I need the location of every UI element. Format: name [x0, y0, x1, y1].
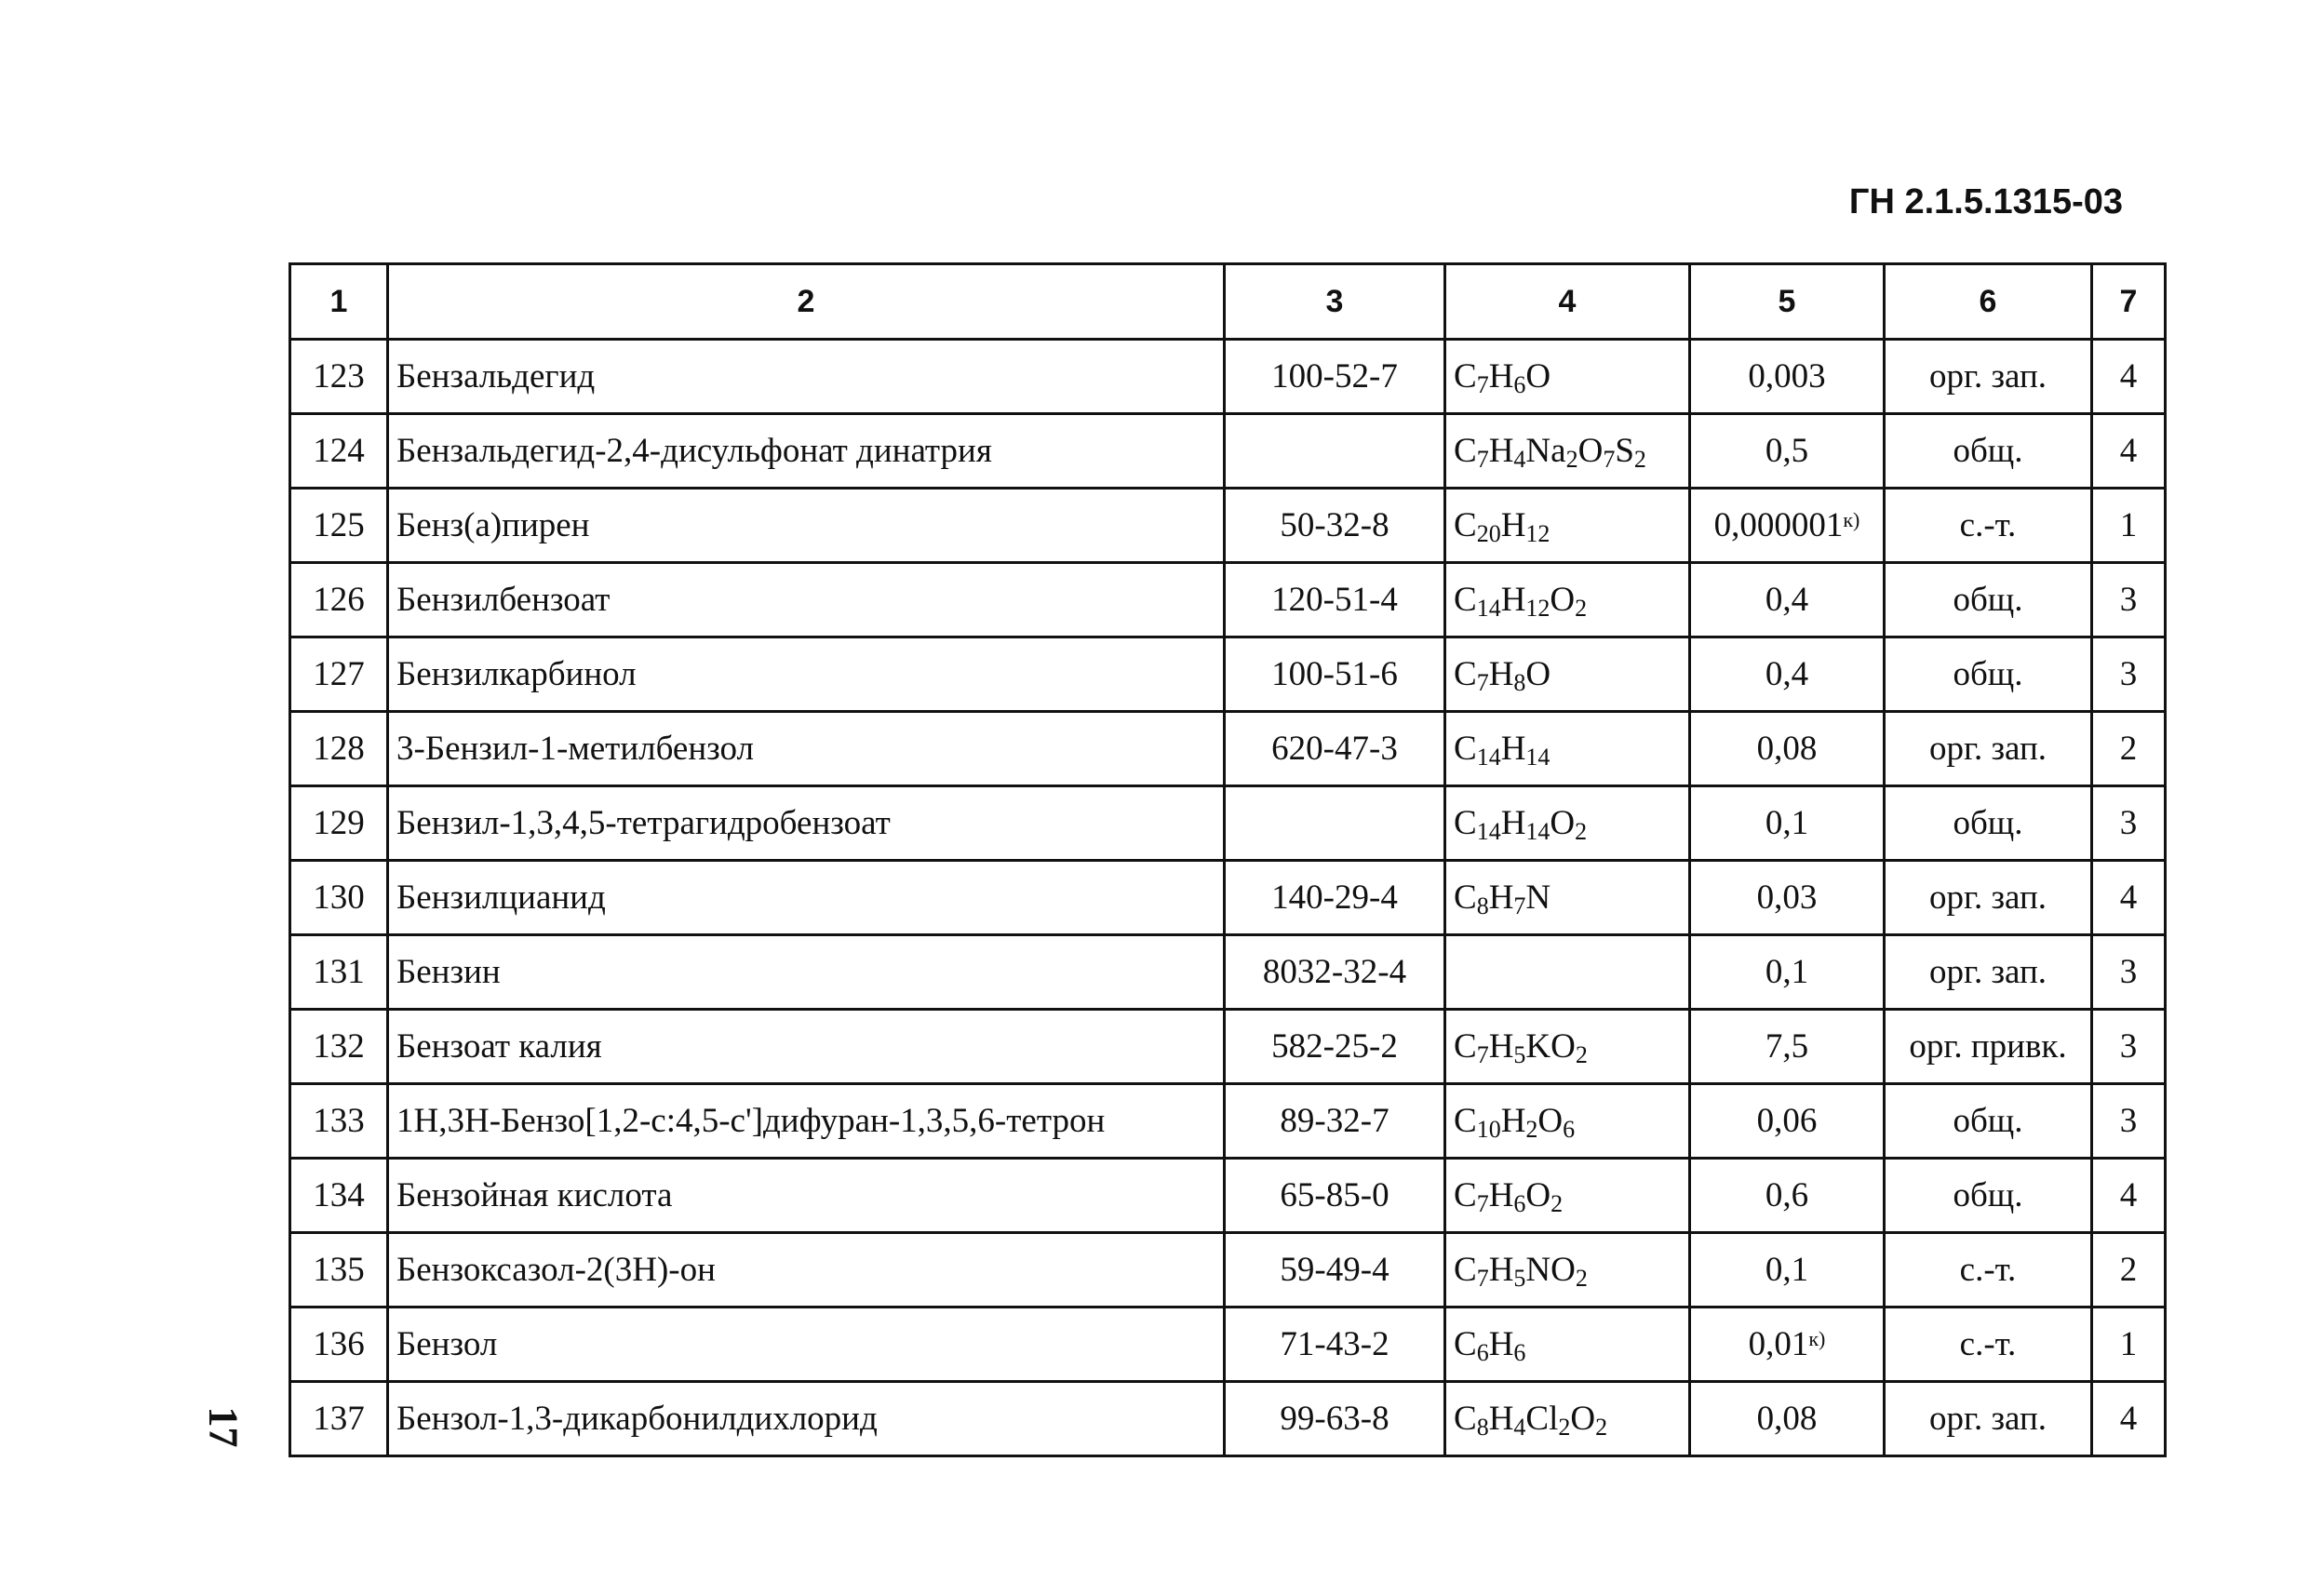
formula-cell [1445, 340, 1690, 414]
hazard-class-cell: 1 [2092, 489, 2166, 563]
page-number: 17 [200, 1406, 247, 1448]
table-row [290, 1233, 2166, 1308]
cas-number-cell: 65-85-0 [1225, 1159, 1445, 1233]
footnote-mark: к) [1808, 1327, 1826, 1350]
cas-number-cell [1225, 414, 1445, 489]
substance-name-cell: Бензилкарбинол [388, 637, 1225, 712]
table-row [290, 861, 2166, 935]
row-number-cell: 130 [290, 861, 388, 935]
hazard-class-cell: 3 [2092, 1084, 2166, 1159]
row-number-cell: 137 [290, 1382, 388, 1456]
formula-subscript: 14 [1476, 595, 1501, 622]
formula-element: H [1488, 878, 1514, 917]
formula-element: C [1454, 1176, 1477, 1214]
hazard-indicator-cell: орг. зап. [1885, 712, 2092, 786]
concentration-cell [1690, 637, 1885, 712]
formula-element: NO [1525, 1251, 1576, 1289]
concentration-value: 0,06 [1756, 1102, 1818, 1140]
hazard-class-cell: 4 [2092, 861, 2166, 935]
formula-cell [1445, 1159, 1690, 1233]
formula-element: S [1615, 432, 1634, 470]
substance-name-cell: Бензол-1,3-дикарбонилдихлорид [388, 1382, 1225, 1456]
formula-subscript: 2 [1575, 595, 1588, 622]
column-header-6: 6 [1885, 264, 2092, 340]
formula-subscript: 6 [1513, 371, 1526, 398]
table-row [290, 563, 2166, 637]
formula-subscript: 2 [1551, 1190, 1564, 1217]
formula-subscript: 8 [1476, 1414, 1489, 1441]
substance-name-cell: Бензол [388, 1308, 1225, 1382]
substance-name-cell: Бензил-1,3,4,5-тетрагидробензоат [388, 786, 1225, 861]
formula-element: KO [1525, 1027, 1576, 1066]
hazard-class-cell: 2 [2092, 712, 2166, 786]
row-number-cell: 123 [290, 340, 388, 414]
cas-number-cell: 59-49-4 [1225, 1233, 1445, 1308]
formula-cell [1445, 489, 1690, 563]
formula-subscript: 6 [1563, 1116, 1576, 1143]
substance-name-cell: 1Н,3Н-Бензо[1,2-с:4,5-с']дифуран-1,3,5,6-тетрон [388, 1084, 1225, 1159]
concentration-value: 0,1 [1765, 953, 1809, 991]
formula-subscript: 8 [1476, 892, 1489, 919]
hazard-indicator-cell: орг. зап. [1885, 861, 2092, 935]
concentration-cell [1690, 1308, 1885, 1382]
cas-number-cell: 582-25-2 [1225, 1010, 1445, 1084]
formula-subscript: 4 [1513, 1414, 1526, 1441]
formula-subscript: 2 [1575, 1041, 1588, 1068]
substance-name-cell: Бензилбензоат [388, 563, 1225, 637]
substance-name-cell: Бензальдегид [388, 340, 1225, 414]
substance-name-cell: Бензальдегид-2,4-дисульфонат динатрия [388, 414, 1225, 489]
formula-element: C [1454, 432, 1477, 470]
table-row [290, 414, 2166, 489]
cas-number-cell: 50-32-8 [1225, 489, 1445, 563]
formula-subscript: 20 [1476, 520, 1501, 547]
concentration-cell [1690, 489, 1885, 563]
row-number-cell: 129 [290, 786, 388, 861]
column-header-5: 5 [1690, 264, 1885, 340]
formula-subscript: 7 [1476, 371, 1489, 398]
row-number-cell: 134 [290, 1159, 388, 1233]
substance-name-cell: Бензин [388, 935, 1225, 1010]
hazard-class-cell: 1 [2092, 1308, 2166, 1382]
formula-element: H [1488, 1251, 1514, 1289]
hazard-class-cell: 3 [2092, 786, 2166, 861]
formula-subscript: 6 [1513, 1339, 1526, 1366]
concentration-value: 0,01 [1748, 1325, 1809, 1363]
concentration-value: 7,5 [1765, 1027, 1809, 1066]
table-row [290, 935, 2166, 1010]
table-row [290, 637, 2166, 712]
hazard-indicator-cell: орг. привк. [1885, 1010, 2092, 1084]
formula-element: C [1454, 581, 1477, 619]
concentration-value: 0,1 [1765, 804, 1809, 842]
cas-number-cell: 89-32-7 [1225, 1084, 1445, 1159]
formula-element: O [1550, 581, 1576, 619]
row-number-cell: 127 [290, 637, 388, 712]
formula-element: H [1488, 1027, 1514, 1066]
cas-number-cell: 71-43-2 [1225, 1308, 1445, 1382]
formula-cell [1445, 1308, 1690, 1382]
formula-subscript: 2 [1575, 1265, 1588, 1292]
concentration-cell [1690, 1084, 1885, 1159]
cas-number-cell [1225, 786, 1445, 861]
concentration-cell [1690, 1159, 1885, 1233]
concentration-value: 0,1 [1765, 1251, 1809, 1289]
cas-number-cell: 100-52-7 [1225, 340, 1445, 414]
formula-element: C [1454, 1400, 1477, 1438]
formula-subscript: 14 [1476, 744, 1501, 771]
formula-subscript: 14 [1525, 818, 1551, 845]
concentration-value: 0,03 [1756, 878, 1818, 917]
formula-subscript: 6 [1476, 1339, 1489, 1366]
formula-subscript: 2 [1525, 1116, 1538, 1143]
concentration-value: 0,5 [1765, 432, 1809, 470]
hazard-indicator-cell: общ. [1885, 786, 2092, 861]
substance-name-cell: Бензойная кислота [388, 1159, 1225, 1233]
formula-element: O [1577, 432, 1604, 470]
formula-element: C [1454, 506, 1477, 544]
formula-subscript: 12 [1525, 595, 1551, 622]
formula-subscript: 2 [1575, 818, 1588, 845]
row-number-cell: 136 [290, 1308, 388, 1382]
substance-name-cell: Бензилцианид [388, 861, 1225, 935]
concentration-cell [1690, 1382, 1885, 1456]
formula-subscript: 6 [1513, 1190, 1526, 1217]
formula-subscript: 7 [1476, 446, 1489, 473]
row-number-cell: 125 [290, 489, 388, 563]
document-code: ГН 2.1.5.1315-03 [1848, 182, 2123, 221]
formula-element: C [1454, 655, 1477, 693]
concentration-value: 0,4 [1765, 581, 1809, 619]
formula-element: C [1454, 1027, 1477, 1066]
concentration-value: 0,08 [1756, 1400, 1818, 1438]
table-row [290, 489, 2166, 563]
row-number-cell: 131 [290, 935, 388, 1010]
cas-number-cell: 100-51-6 [1225, 637, 1445, 712]
formula-element: C [1454, 1251, 1477, 1289]
formula-subscript: 4 [1513, 446, 1526, 473]
hazard-class-cell: 4 [2092, 340, 2166, 414]
hazard-indicator-cell: орг. зап. [1885, 1382, 2092, 1456]
formula-element: H [1488, 357, 1514, 396]
formula-element: C [1454, 878, 1477, 917]
formula-element: O [1570, 1400, 1596, 1438]
row-number-cell: 128 [290, 712, 388, 786]
formula-cell [1445, 935, 1690, 1010]
concentration-cell [1690, 786, 1885, 861]
formula-element: H [1488, 1325, 1514, 1363]
formula-cell [1445, 414, 1690, 489]
substances-table [289, 262, 2167, 1457]
table-row [290, 712, 2166, 786]
formula-element: C [1454, 357, 1477, 396]
hazard-indicator-cell: общ. [1885, 637, 2092, 712]
footnote-mark: к) [1843, 508, 1860, 531]
formula-element: H [1488, 1176, 1514, 1214]
formula-subscript: 2 [1565, 446, 1578, 473]
formula-element: O [1525, 655, 1551, 693]
formula-element: H [1488, 1400, 1514, 1438]
concentration-value: 0,4 [1765, 655, 1809, 693]
formula-element: Cl [1525, 1400, 1559, 1438]
table-row [290, 1382, 2166, 1456]
formula-cell [1445, 1233, 1690, 1308]
concentration-cell [1690, 414, 1885, 489]
hazard-indicator-cell: общ. [1885, 1084, 2092, 1159]
formula-subscript: 7 [1476, 1190, 1489, 1217]
hazard-class-cell: 4 [2092, 414, 2166, 489]
table-row [290, 1084, 2166, 1159]
table-header-row [290, 264, 2166, 340]
formula-subscript: 7 [1476, 669, 1489, 696]
formula-element: C [1454, 730, 1477, 768]
formula-subscript: 7 [1513, 892, 1526, 919]
formula-subscript: 2 [1595, 1414, 1608, 1441]
formula-cell [1445, 786, 1690, 861]
formula-cell [1445, 563, 1690, 637]
substance-name-cell: Бензоксазол-2(3Н)-он [388, 1233, 1225, 1308]
formula-element: H [1500, 581, 1526, 619]
hazard-class-cell: 3 [2092, 563, 2166, 637]
hazard-class-cell: 3 [2092, 1010, 2166, 1084]
formula-subscript: 8 [1513, 669, 1526, 696]
table-row [290, 1308, 2166, 1382]
row-number-cell: 124 [290, 414, 388, 489]
hazard-indicator-cell: орг. зап. [1885, 935, 2092, 1010]
row-number-cell: 132 [290, 1010, 388, 1084]
table-row [290, 340, 2166, 414]
concentration-cell [1690, 935, 1885, 1010]
formula-cell [1445, 1084, 1690, 1159]
substance-name-cell: Бензоат калия [388, 1010, 1225, 1084]
cas-number-cell: 120-51-4 [1225, 563, 1445, 637]
concentration-value: 0,08 [1756, 730, 1818, 768]
row-number-cell: 133 [290, 1084, 388, 1159]
formula-subscript: 7 [1603, 446, 1616, 473]
concentration-cell [1690, 861, 1885, 935]
formula-element: H [1500, 730, 1526, 768]
cas-number-cell: 140-29-4 [1225, 861, 1445, 935]
concentration-cell [1690, 340, 1885, 414]
formula-element: C [1454, 1102, 1477, 1140]
formula-subscript: 10 [1476, 1116, 1501, 1143]
substance-name-cell: Бенз(а)пирен [388, 489, 1225, 563]
hazard-indicator-cell: общ. [1885, 414, 2092, 489]
table-row [290, 1010, 2166, 1084]
column-header-7: 7 [2092, 264, 2166, 340]
formula-cell [1445, 1382, 1690, 1456]
hazard-indicator-cell: общ. [1885, 1159, 2092, 1233]
hazard-class-cell: 3 [2092, 637, 2166, 712]
concentration-value: 0,6 [1765, 1176, 1809, 1214]
formula-cell [1445, 861, 1690, 935]
formula-element: H [1488, 655, 1514, 693]
hazard-class-cell: 4 [2092, 1159, 2166, 1233]
formula-cell [1445, 712, 1690, 786]
formula-subscript: 14 [1476, 818, 1501, 845]
hazard-indicator-cell: орг. зап. [1885, 340, 2092, 414]
hazard-indicator-cell: общ. [1885, 563, 2092, 637]
formula-subscript: 7 [1476, 1041, 1489, 1068]
formula-element: O [1525, 357, 1551, 396]
formula-element: H [1500, 506, 1526, 544]
column-header-4: 4 [1445, 264, 1690, 340]
formula-element: C [1454, 804, 1477, 842]
cas-number-cell: 8032-32-4 [1225, 935, 1445, 1010]
formula-subscript: 12 [1525, 520, 1551, 547]
table-body [290, 340, 2166, 1456]
formula-element: H [1500, 1102, 1526, 1140]
formula-subscript: 2 [1633, 446, 1646, 473]
formula-element: H [1488, 432, 1514, 470]
table-row [290, 1159, 2166, 1233]
row-number-cell: 135 [290, 1233, 388, 1308]
row-number-cell: 126 [290, 563, 388, 637]
formula-element: H [1500, 804, 1526, 842]
column-header-2: 2 [388, 264, 1225, 340]
hazard-indicator-cell: с.-т. [1885, 489, 2092, 563]
formula-subscript: 14 [1525, 744, 1551, 771]
table-row [290, 786, 2166, 861]
formula-cell [1445, 637, 1690, 712]
column-header-3: 3 [1225, 264, 1445, 340]
formula-element: O [1525, 1176, 1551, 1214]
column-header-1: 1 [290, 264, 388, 340]
concentration-cell [1690, 712, 1885, 786]
cas-number-cell: 620-47-3 [1225, 712, 1445, 786]
hazard-class-cell: 2 [2092, 1233, 2166, 1308]
hazard-indicator-cell: с.-т. [1885, 1308, 2092, 1382]
concentration-value: 0,003 [1748, 357, 1826, 396]
concentration-cell [1690, 563, 1885, 637]
concentration-cell [1690, 1233, 1885, 1308]
hazard-indicator-cell: с.-т. [1885, 1233, 2092, 1308]
hazard-class-cell: 4 [2092, 1382, 2166, 1456]
concentration-cell [1690, 1010, 1885, 1084]
formula-element: N [1525, 878, 1551, 917]
formula-element: O [1550, 804, 1576, 842]
concentration-value: 0,000001 [1713, 506, 1844, 544]
formula-subscript: 7 [1476, 1265, 1489, 1292]
formula-subscript: 5 [1513, 1041, 1526, 1068]
formula-cell [1445, 1010, 1690, 1084]
substance-name-cell: 3-Бензил-1-метилбензол [388, 712, 1225, 786]
cas-number-cell: 99-63-8 [1225, 1382, 1445, 1456]
formula-subscript: 2 [1558, 1414, 1571, 1441]
formula-element: Na [1525, 432, 1566, 470]
formula-element: C [1454, 1325, 1477, 1363]
formula-element: O [1537, 1102, 1564, 1140]
hazard-class-cell: 3 [2092, 935, 2166, 1010]
formula-subscript: 5 [1513, 1265, 1526, 1292]
